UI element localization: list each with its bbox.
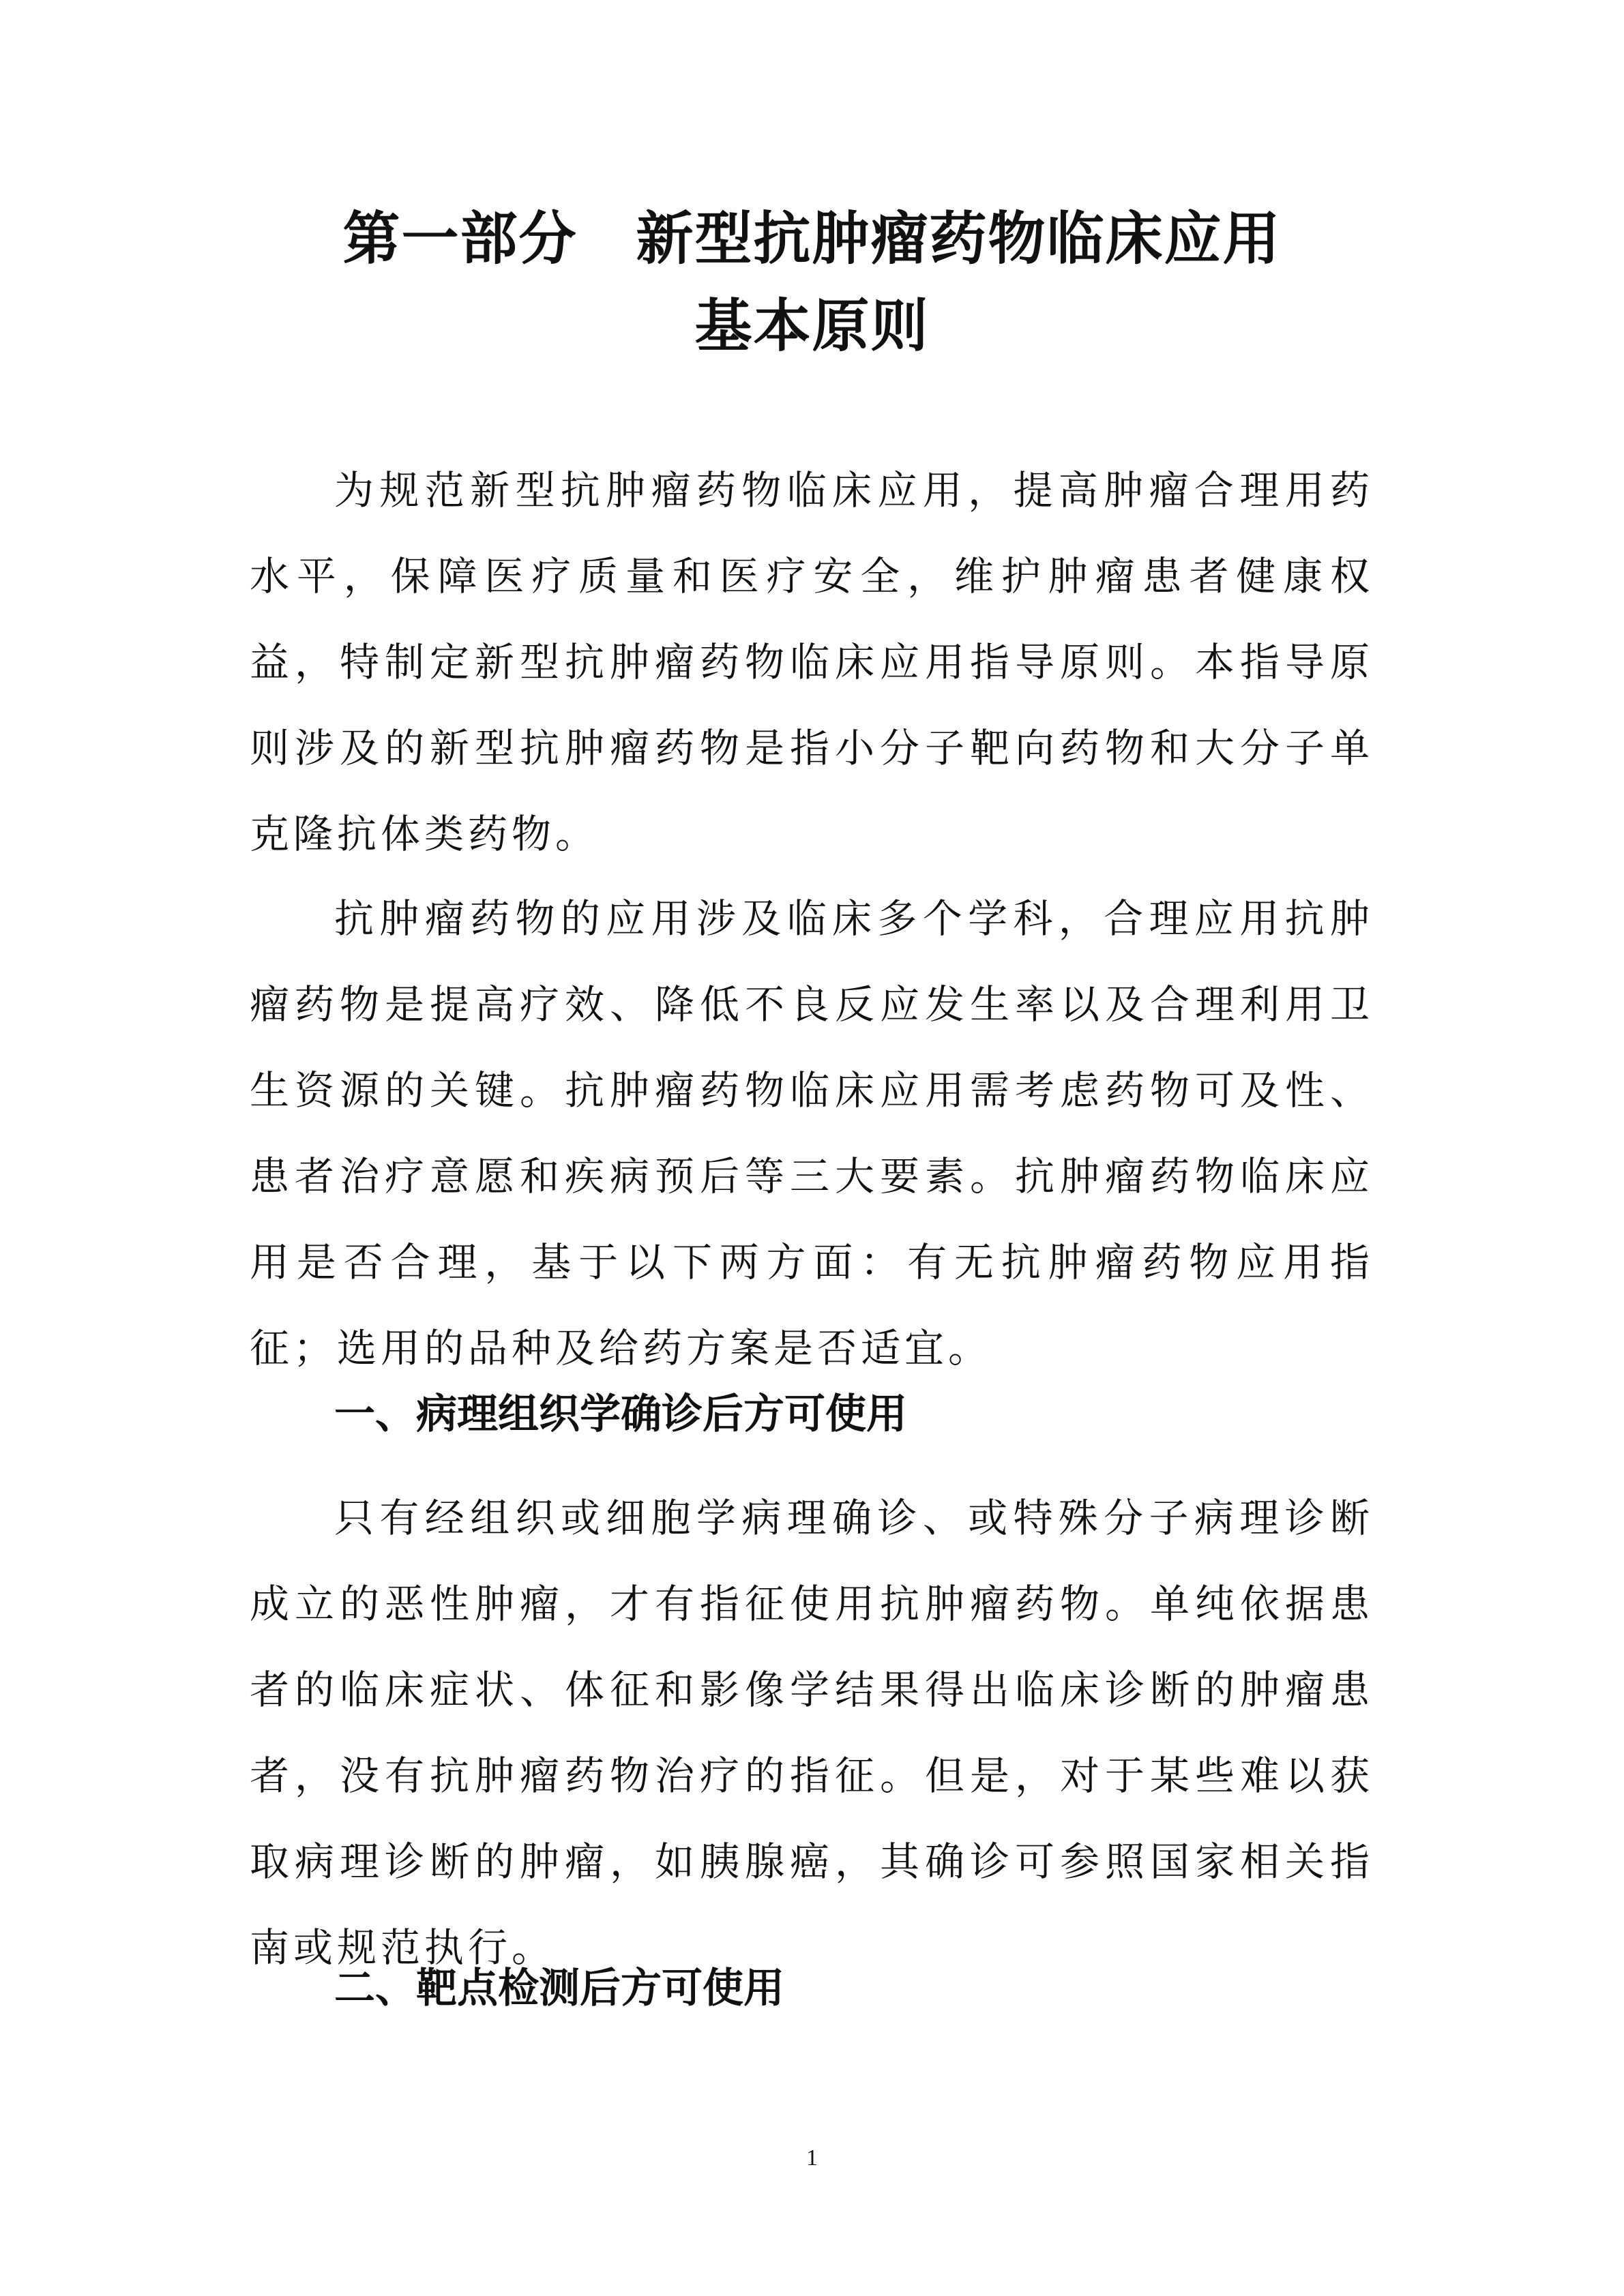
paragraph-principles: 抗肿瘤药物的应用涉及临床多个学科，合理应用抗肿瘤药物是提高疗效、降低不良反应发生率以及合理利用卫生资源的关键。抗肿瘤药物临床应用需考虑药物可及性、患者治疗意愿和疾病预后等三大要素。抗肿瘤药物临床应用是否合理，基于以下两方面：有无抗肿瘤药物应用指征；选用的品种及给药方案是否适宜。 <box>250 895 1374 1371</box>
paragraph-intro: 为规范新型抗肿瘤药物临床应用，提高肿瘤合理用药水平，保障医疗质量和医疗安全，维护肿瘤患者健康权益，特制定新型抗肿瘤药物临床应用指导原则。本指导原则涉及的新型抗肿瘤药物是指小分子靶向药物和大分子单克隆抗体类药物。 <box>250 467 1374 857</box>
page-title-line-2: 基本原则 <box>694 293 930 359</box>
paragraph-pathology: 只有经组织或细胞学病理确诊、或特殊分子病理诊断成立的恶性肿瘤，才有指征使用抗肿瘤药物。单纯依据患者的临床症状、体征和影像学结果得出临床诊断的肿瘤患者，没有抗肿瘤药物治疗的指征。但是，对于某些难以获取病理诊断的肿瘤，如胰腺癌，其确诊可参照国家相关指南或规范执行。 <box>250 1495 1374 1971</box>
page-title-line-1: 第一部分 新型抗肿瘤药物临床应用 <box>342 205 1282 272</box>
section-heading-1: 一、病理组织学确诊后方可使用 <box>334 1390 907 1438</box>
section-heading-2: 二、靶点检测后方可使用 <box>334 1965 784 2012</box>
page-number: 1 <box>806 2145 818 2171</box>
